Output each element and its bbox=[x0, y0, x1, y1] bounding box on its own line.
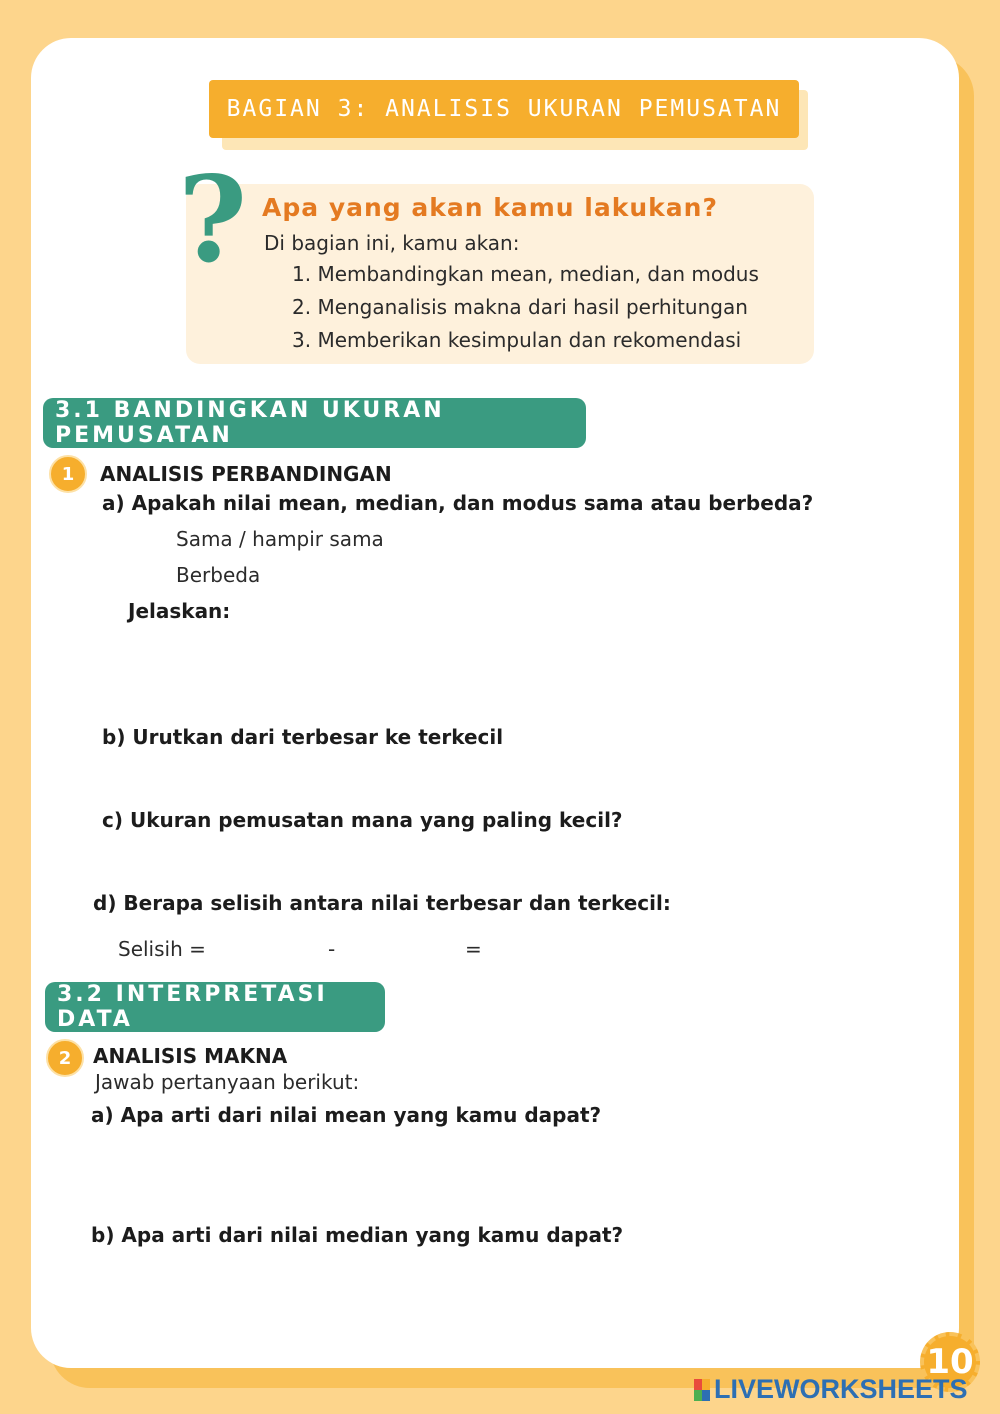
section-1-heading: ANALISIS PERBANDINGAN bbox=[100, 462, 392, 486]
selisih-label: Selisih = bbox=[118, 937, 206, 961]
badge-2: 2 bbox=[46, 1039, 84, 1077]
question-1b: b) Urutkan dari terbesar ke terkecil bbox=[102, 725, 504, 749]
liveworksheets-icon bbox=[694, 1379, 710, 1401]
info-intro: Di bagian ini, kamu akan: bbox=[264, 231, 520, 255]
question-2a: a) Apa arti dari nilai mean yang kamu dapat? bbox=[91, 1103, 602, 1127]
section-3-1-header: 3.1 BANDINGKAN UKURAN PEMUSATAN bbox=[43, 398, 586, 448]
question-2b: b) Apa arti dari nilai median yang kamu dapat? bbox=[91, 1223, 624, 1247]
explain-label: Jelaskan: bbox=[128, 599, 231, 623]
section-2-heading: ANALISIS MAKNA bbox=[93, 1044, 288, 1068]
liveworksheets-logo[interactable] bbox=[694, 1374, 968, 1405]
page-title: BAGIAN 3: ANALISIS UKURAN PEMUSATAN bbox=[209, 80, 799, 138]
minus-sign: - bbox=[328, 937, 336, 961]
page-number: 10 bbox=[920, 1332, 980, 1392]
equals-sign: = bbox=[465, 937, 482, 961]
question-mark-icon: ? bbox=[178, 150, 248, 289]
info-heading: Apa yang akan kamu lakukan? bbox=[262, 193, 718, 222]
section-2-intro: Jawab pertanyaan berikut: bbox=[95, 1070, 360, 1094]
info-list bbox=[292, 262, 759, 361]
info-list-item: 1. Membandingkan mean, median, dan modus bbox=[292, 262, 759, 286]
question-1d: d) Berapa selisih antara nilai terbesar dan terkecil: bbox=[93, 891, 671, 915]
question-1c: c) Ukuran pemusatan mana yang paling kecil? bbox=[102, 808, 623, 832]
info-list-item: 2. Menganalisis makna dari hasil perhitungan bbox=[292, 295, 748, 319]
info-list-item: 3. Memberikan kesimpulan dan rekomendasi bbox=[292, 328, 742, 352]
badge-1: 1 bbox=[49, 455, 87, 493]
option-same[interactable]: Sama / hampir sama bbox=[176, 527, 384, 551]
option-different[interactable]: Berbeda bbox=[176, 563, 261, 587]
liveworksheets-text: LIVEWORKSHEETS bbox=[714, 1374, 968, 1404]
section-3-2-header: 3.2 INTERPRETASI DATA bbox=[45, 982, 385, 1032]
question-1a: a) Apakah nilai mean, median, dan modus sama atau berbeda? bbox=[102, 491, 814, 515]
